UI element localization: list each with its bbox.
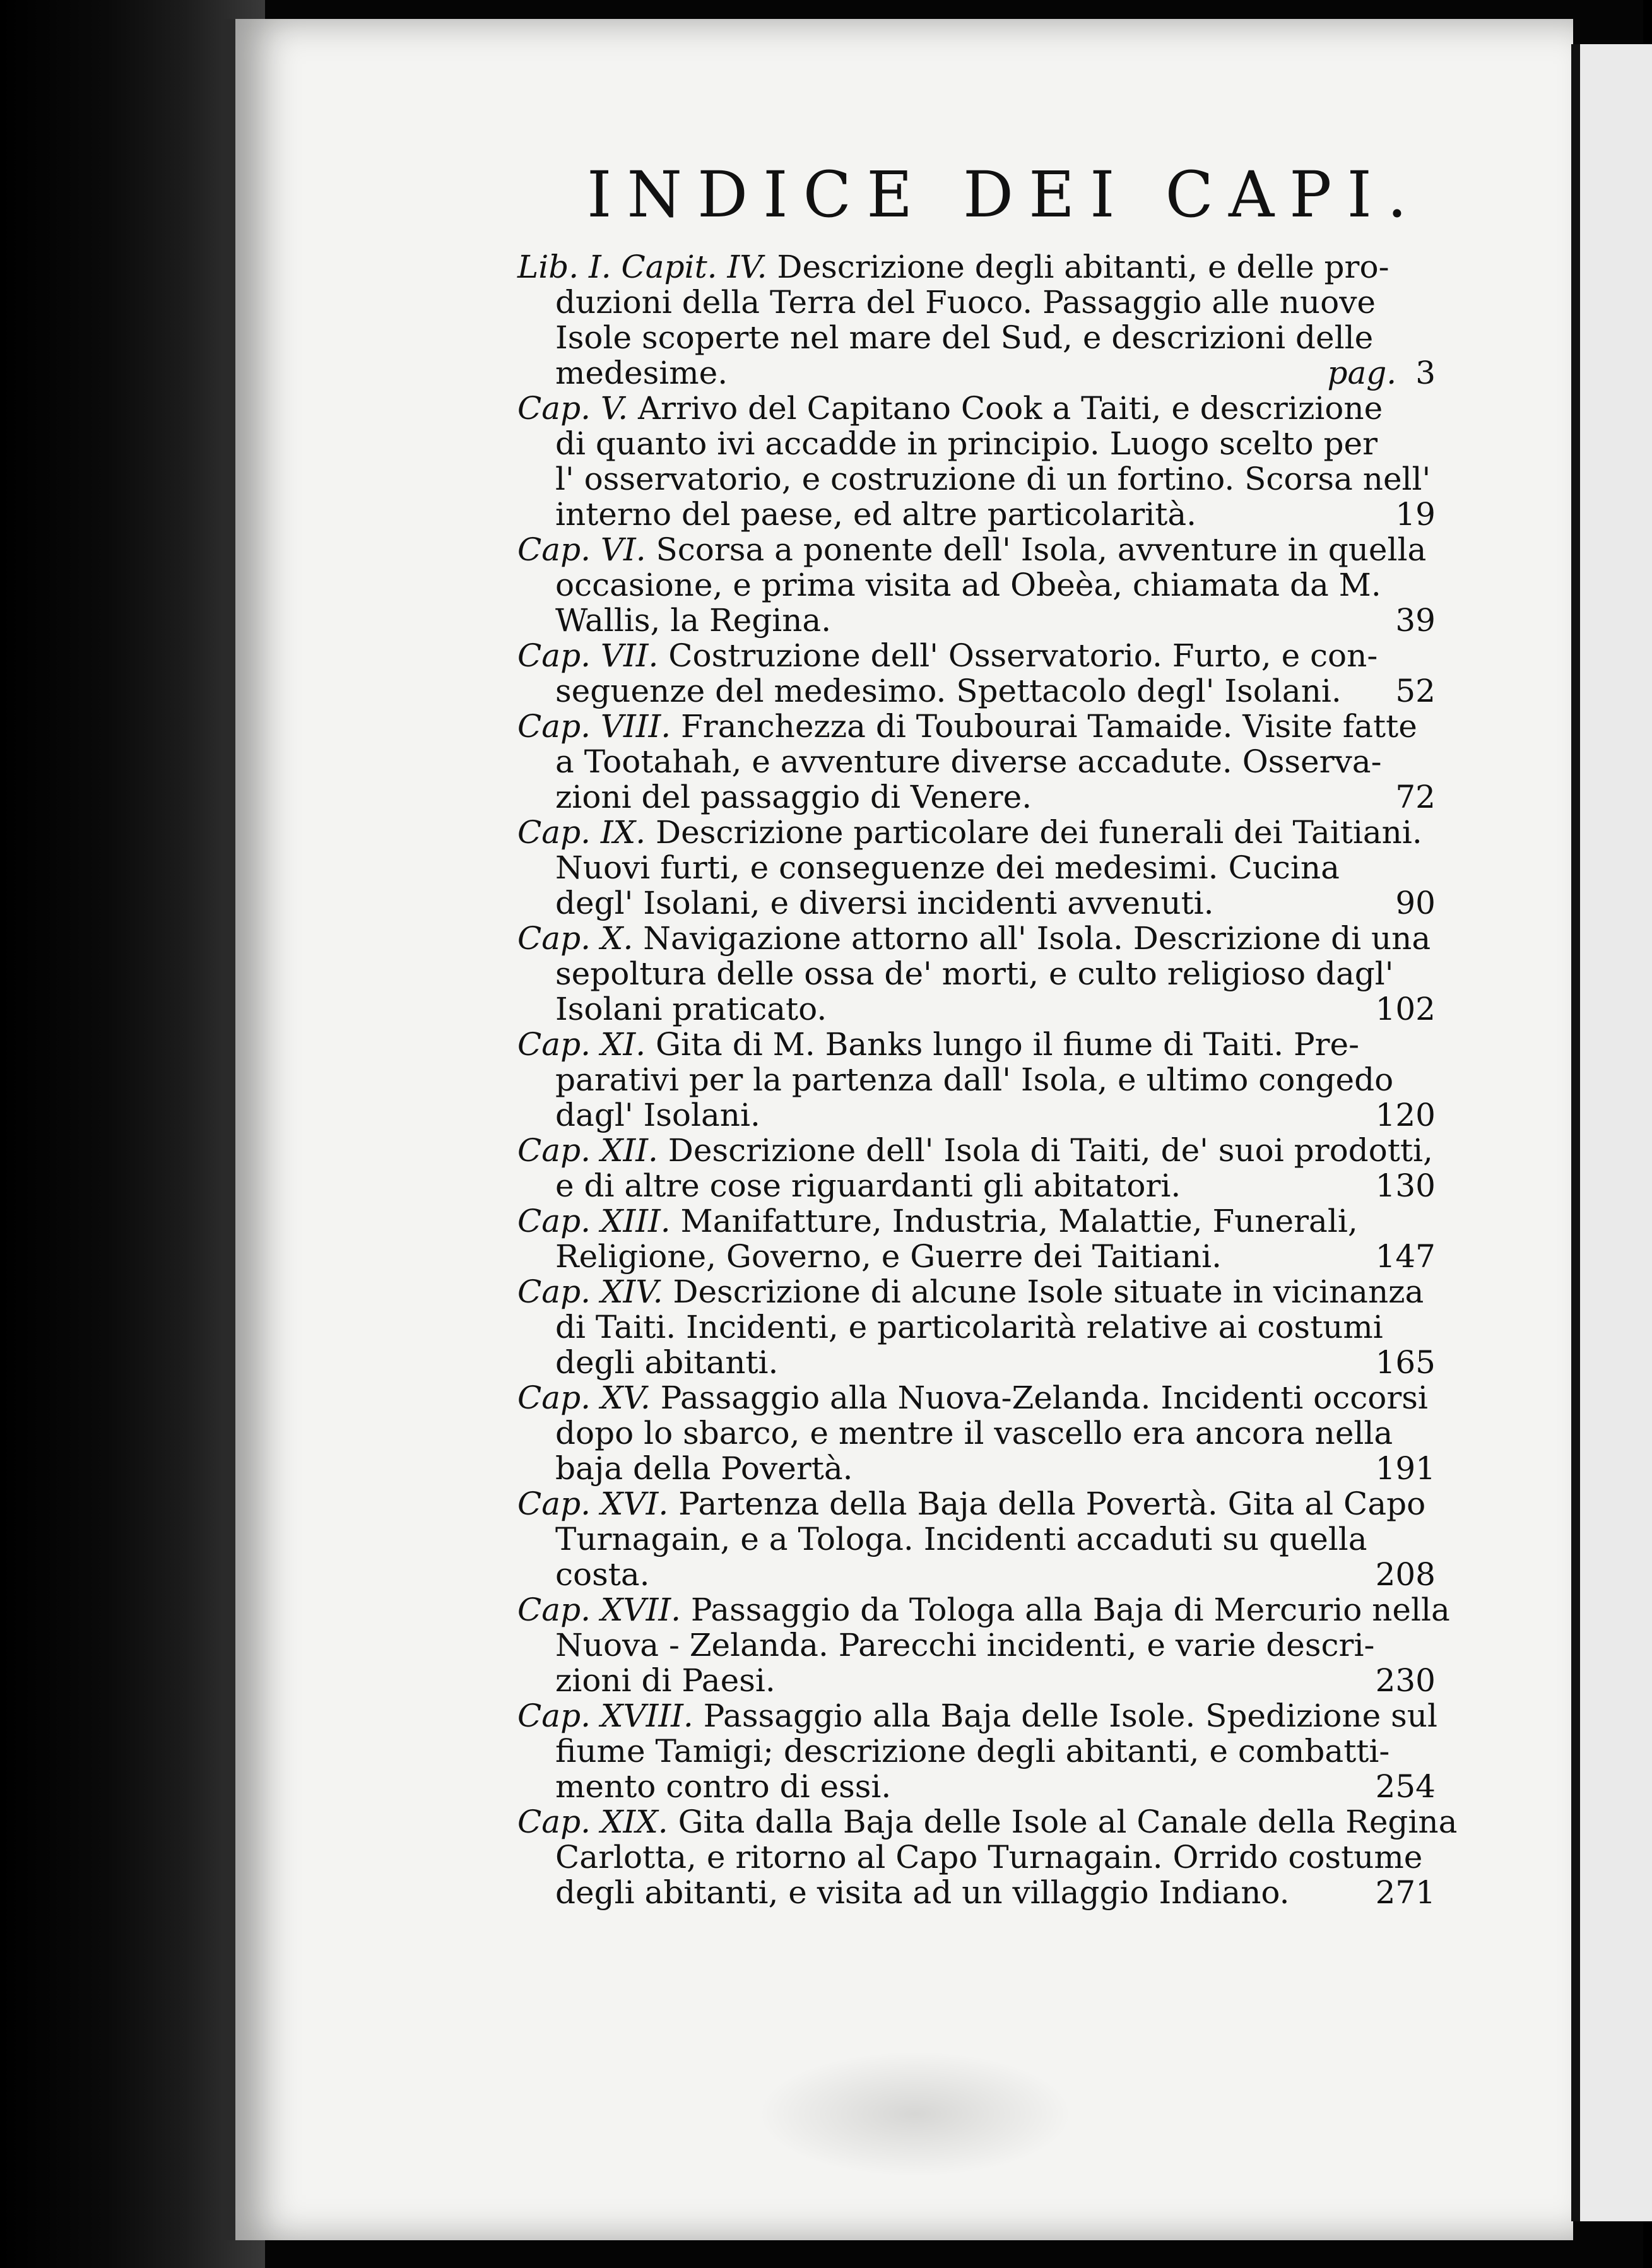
entry-text: dagl' Isolani. [555, 1097, 760, 1133]
entry-text: Passaggio alla Nuova-Zelanda. Incidenti occorsi [660, 1379, 1428, 1416]
entry-text: Manifatture, Industria, Malattie, Funerali, [680, 1203, 1358, 1239]
page-number [1395, 673, 1436, 709]
entry-first-line [517, 1132, 1436, 1169]
entry-continuation-line [555, 1097, 1436, 1133]
entry-text: sepoltura delle ossa de' morti, e culto religioso dagl' [555, 955, 1394, 992]
entry-text: Costruzione dell' Osservatorio. Furto, e con- [668, 637, 1378, 674]
entry-first-line [517, 1379, 1436, 1416]
entry-continuation-line [555, 1875, 1436, 1910]
entry-text: Descrizione degli abitanti, e delle pro- [777, 249, 1389, 285]
entry-text: Nuovi furti, e conseguenze dei medesimi. Cucina [555, 849, 1340, 886]
toc-entry [517, 1132, 1436, 1204]
chapter-label: Cap. XIX. [517, 1804, 668, 1840]
chapter-label: Cap. XIV. [517, 1273, 663, 1310]
entry-continuation-line [555, 461, 1436, 497]
entry-text: l' osservatorio, e costruzione di un fortino. Scorsa nell' [555, 461, 1431, 497]
entry-text: zioni di Paesi. [555, 1662, 776, 1699]
entry-first-line [517, 249, 1436, 285]
page-number-value: 191 [1375, 1450, 1436, 1487]
page-number [1395, 885, 1436, 921]
entry-text: Navigazione attorno all' Isola. Descrizione di una [643, 920, 1431, 957]
entry-text: costa. [555, 1556, 650, 1593]
page-number [1327, 355, 1436, 391]
page-number [1376, 1769, 1436, 1804]
entry-text: di Taiti. Incidenti, e particolarità relative ai costumi [555, 1309, 1383, 1345]
page-number-value: 230 [1375, 1662, 1436, 1699]
entry-continuation-line [555, 956, 1436, 991]
entry-text: parativi per la partenza dall' Isola, e ultimo congedo [555, 1061, 1394, 1098]
entry-continuation-line [555, 497, 1436, 532]
page-number [1376, 1239, 1436, 1274]
pag-label: pag. [1327, 355, 1397, 391]
entry-first-line [517, 920, 1436, 957]
entry-first-line [517, 1203, 1436, 1239]
toc-entry [517, 249, 1436, 391]
entry-continuation-line [555, 1345, 1436, 1380]
page-number [1376, 1345, 1436, 1380]
entry-text: Descrizione particolare dei funerali dei Taitiani. [656, 814, 1422, 851]
entry-text: Arrivo del Capitano Cook a Taiti, e descrizione [638, 390, 1383, 427]
toc-entry [517, 920, 1436, 1027]
entry-first-line [517, 1026, 1436, 1063]
entry-continuation-line [555, 1168, 1436, 1203]
chapter-label: Cap. XI. [517, 1026, 646, 1063]
entry-continuation-line [555, 1733, 1436, 1769]
toc-entry [517, 1804, 1458, 1911]
page-number [1376, 1097, 1436, 1133]
entry-first-line [517, 637, 1436, 674]
entry-first-line [517, 1804, 1458, 1840]
entry-text: Partenza della Baja della Povertà. Gita al Capo [678, 1485, 1426, 1522]
page-number [1376, 1557, 1436, 1592]
entry-text: Carlotta, e ritorno al Capo Turnagain. Orrido costume [555, 1839, 1423, 1875]
chapter-label: Lib. I. Capit. IV. [517, 249, 767, 285]
toc-entry [517, 1203, 1436, 1275]
table-of-contents [517, 249, 1458, 1911]
chapter-label: Cap. XIII. [517, 1203, 671, 1239]
entry-continuation-line [555, 744, 1436, 779]
entry-text: Religione, Governo, e Guerre dei Taitiani. [555, 1238, 1222, 1275]
entry-continuation-line [555, 1062, 1436, 1097]
page-number-value: 120 [1375, 1097, 1436, 1133]
entry-text: occasione, e prima visita ad Obeèa, chiamata da M. [555, 567, 1381, 603]
entry-continuation-line [555, 1840, 1436, 1875]
entry-continuation-line [555, 603, 1436, 638]
page-number [1376, 1663, 1436, 1698]
entry-text: Nuova - Zelanda. Parecchi incidenti, e varie descri- [555, 1627, 1375, 1663]
chapter-label: Cap. VIII. [517, 708, 671, 745]
entry-text: Gita di M. Banks lungo il fiume di Taiti. Pre- [656, 1026, 1360, 1063]
page-number-value: 102 [1375, 991, 1436, 1027]
toc-entry [517, 1698, 1437, 1805]
page-number [1376, 1875, 1436, 1910]
entry-text: dopo lo sbarco, e mentre il vascello era ancora nella [555, 1415, 1393, 1451]
page-number [1395, 603, 1436, 638]
entry-first-line [517, 1698, 1437, 1734]
toc-entry [517, 1592, 1450, 1699]
toc-entry [517, 390, 1436, 533]
page-number-value: 147 [1375, 1238, 1436, 1275]
entry-continuation-line [555, 779, 1436, 815]
entry-continuation-line [555, 1309, 1436, 1345]
toc-entry [517, 708, 1436, 815]
entry-continuation-line [555, 426, 1436, 461]
entry-continuation-line [555, 1415, 1436, 1451]
entry-continuation-line [555, 1239, 1436, 1274]
entry-text: Passaggio alla Baja delle Isole. Spedizione sul [703, 1698, 1437, 1734]
entry-text: degli abitanti. [555, 1344, 779, 1381]
entry-text: Wallis, la Regina. [555, 602, 832, 639]
entry-text: duzioni della Terra del Fuoco. Passaggio alle nuove [555, 284, 1376, 321]
chapter-label: Cap. XVI. [517, 1485, 669, 1522]
entry-continuation-line [555, 1663, 1436, 1698]
entry-text: medesime. [555, 355, 728, 391]
page-number [1395, 497, 1436, 532]
entry-text: Passaggio da Tologa alla Baja di Mercurio nella [690, 1592, 1450, 1628]
page-number-value: 39 [1395, 602, 1436, 639]
entry-text: zioni del passaggio di Venere. [555, 779, 1032, 815]
entry-first-line [517, 390, 1436, 427]
chapter-label: Cap. XVIII. [517, 1698, 693, 1734]
page-number-value: 3 [1415, 355, 1436, 391]
entry-text: Descrizione di alcune Isole situate in vicinanza [673, 1273, 1424, 1310]
entry-text: Isolani praticato. [555, 991, 827, 1027]
entry-continuation-line [555, 1451, 1436, 1486]
toc-entry [517, 531, 1436, 639]
entry-continuation-line [555, 1627, 1436, 1663]
adjacent-page-edge [1571, 44, 1652, 2221]
entry-continuation-line [555, 673, 1436, 709]
entry-first-line [517, 1485, 1436, 1522]
page-number-value: 19 [1395, 496, 1436, 533]
entry-continuation-line [555, 1521, 1436, 1557]
entry-text: degli abitanti, e visita ad un villaggio Indiano. [555, 1874, 1290, 1911]
chapter-label: Cap. VI. [517, 531, 646, 568]
entry-text: a Tootahah, e avventure diverse accadute. Osserva- [555, 743, 1382, 780]
entry-continuation-line [555, 1557, 1436, 1592]
entry-continuation-line [555, 850, 1436, 885]
entry-first-line [517, 1273, 1436, 1310]
page-title: INDICE DEI CAPI. [587, 158, 1422, 232]
entry-continuation-line [555, 991, 1436, 1027]
entry-first-line [517, 531, 1436, 568]
entry-text: e di altre cose riguardanti gli abitatori. [555, 1167, 1181, 1204]
page-number-value: 208 [1375, 1556, 1436, 1593]
entry-text: di quanto ivi accadde in principio. Luogo scelto per [555, 425, 1378, 462]
entry-first-line [517, 1592, 1450, 1628]
entry-continuation-line [555, 885, 1436, 921]
chapter-label: Cap. XVII. [517, 1592, 681, 1628]
entry-first-line [517, 708, 1436, 745]
toc-entry [517, 1485, 1436, 1593]
entry-continuation-line [555, 567, 1436, 603]
page-number [1376, 1168, 1436, 1203]
page-number [1376, 1451, 1436, 1486]
entry-text: seguenze del medesimo. Spettacolo degl' Isolani. [555, 673, 1342, 709]
entry-text: mento contro di essi. [555, 1768, 892, 1805]
entry-continuation-line [555, 355, 1436, 391]
chapter-label: Cap. IX. [517, 814, 646, 851]
page-number-value: 254 [1375, 1768, 1436, 1805]
entry-continuation-line [555, 320, 1436, 355]
entry-text: Isole scoperte nel mare del Sud, e descrizioni delle [555, 319, 1374, 356]
page-number-value: 72 [1395, 779, 1436, 815]
page-number-value: 271 [1375, 1874, 1436, 1911]
chapter-label: Cap. VII. [517, 637, 659, 674]
chapter-label: Cap. XII. [517, 1132, 658, 1169]
entry-text: interno del paese, ed altre particolarità. [555, 496, 1197, 533]
entry-text: Franchezza di Toubourai Tamaide. Visite fatte [681, 708, 1417, 745]
page-number-value: 52 [1395, 673, 1436, 709]
page-number-value: 130 [1375, 1167, 1436, 1204]
entry-text: degl' Isolani, e diversi incidenti avvenuti. [555, 885, 1214, 921]
toc-entry [517, 1379, 1436, 1487]
page-number-value: 90 [1395, 885, 1436, 921]
entry-text: fiume Tamigi; descrizione degli abitanti, e combatti- [555, 1733, 1390, 1769]
chapter-label: Cap. V. [517, 390, 628, 427]
entry-text: Descrizione dell' Isola di Taiti, de' suoi prodotti, [668, 1132, 1433, 1169]
chapter-label: Cap. XV. [517, 1379, 651, 1416]
entry-text: Scorsa a ponente dell' Isola, avventure in quella [656, 531, 1427, 568]
page-number-value: 165 [1375, 1344, 1436, 1381]
toc-entry [517, 1273, 1436, 1381]
entry-continuation-line [555, 285, 1436, 320]
page-number [1376, 991, 1436, 1027]
chapter-label: Cap. X. [517, 920, 634, 957]
entry-text: Turnagain, e a Tologa. Incidenti accaduti su quella [555, 1521, 1367, 1557]
toc-entry [517, 637, 1436, 709]
page-number [1395, 779, 1436, 815]
page-stain [757, 2051, 1073, 2177]
entry-first-line [517, 814, 1436, 851]
entry-text: baja della Povertà. [555, 1450, 853, 1487]
toc-entry [517, 814, 1436, 921]
entry-continuation-line [555, 1769, 1436, 1804]
entry-text: Gita dalla Baja delle Isole al Canale della Regina [678, 1804, 1458, 1840]
toc-entry [517, 1026, 1436, 1133]
